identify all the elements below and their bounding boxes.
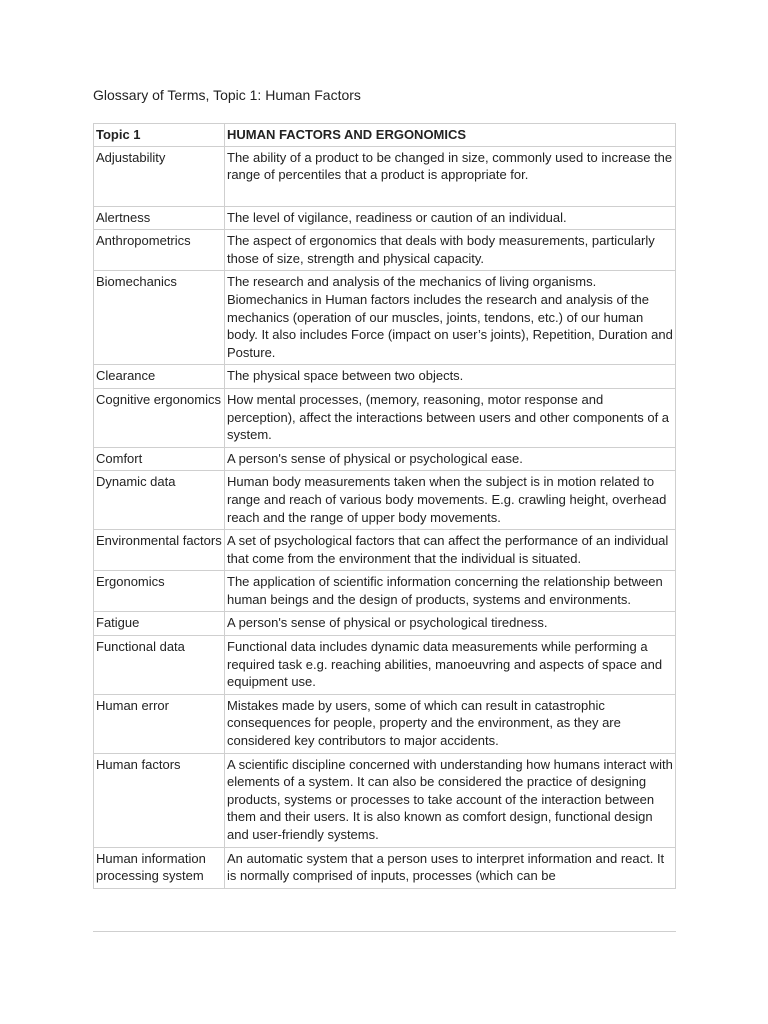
page-bottom-clip <box>0 932 768 1024</box>
table-row <box>94 146 676 206</box>
term-cell: Functional data <box>94 636 225 695</box>
table-row <box>94 753 676 847</box>
table-row <box>94 636 676 695</box>
term-cell: Ergonomics <box>94 571 225 612</box>
term-cell: Alertness <box>94 206 225 230</box>
term-cell: Human information processing system <box>94 847 225 888</box>
term-cell: Biomechanics <box>94 271 225 365</box>
term-cell: Environmental factors <box>94 530 225 571</box>
table-header-row <box>94 124 676 147</box>
table-row <box>94 847 676 888</box>
definition-cell: The aspect of ergonomics that deals with body measurements, particularly those of size, strength and physical capacity. <box>225 230 676 271</box>
table-row <box>94 365 676 389</box>
table-row <box>94 571 676 612</box>
definition-cell: A person's sense of physical or psychological ease. <box>225 447 676 471</box>
glossary-table <box>93 123 676 889</box>
definition-cell: An automatic system that a person uses to interpret information and react. It is normally comprised of inputs, processes (which can be <box>225 847 676 888</box>
term-cell: Adjustability <box>94 146 225 206</box>
document-title: Glossary of Terms, Topic 1: Human Factors <box>93 87 361 103</box>
term-cell: Comfort <box>94 447 225 471</box>
definition-cell: Human body measurements taken when the subject is in motion related to range and reach of various body movements. E.g. crawling height, overhead reach and the range of upper body movements. <box>225 471 676 530</box>
term-cell: Clearance <box>94 365 225 389</box>
term-cell: Cognitive ergonomics <box>94 388 225 447</box>
definition-cell: How mental processes, (memory, reasoning, motor response and perception), affect the interactions between users and other components of a system. <box>225 388 676 447</box>
table-row <box>94 471 676 530</box>
header-definition-cell: HUMAN FACTORS AND ERGONOMICS <box>225 124 676 147</box>
definition-cell: The ability of a product to be changed in size, commonly used to increase the range of percentiles that a product is appropriate for. <box>225 146 676 206</box>
table-row <box>94 206 676 230</box>
term-cell: Dynamic data <box>94 471 225 530</box>
definition-cell: The level of vigilance, readiness or caution of an individual. <box>225 206 676 230</box>
term-cell: Fatigue <box>94 612 225 636</box>
definition-cell: The physical space between two objects. <box>225 365 676 389</box>
table-row <box>94 271 676 365</box>
definition-cell: A person's sense of physical or psychological tiredness. <box>225 612 676 636</box>
table-row <box>94 447 676 471</box>
table-row <box>94 612 676 636</box>
definition-cell: The research and analysis of the mechanics of living organisms. Biomechanics in Human factors includes the research and analysis of the mechanics (operation of our muscles, joints, tendons, etc.) of our human body. It also includes Force (impact on user’s joints), Repetition, Duration and Posture. <box>225 271 676 365</box>
definition-cell: A scientific discipline concerned with understanding how humans interact with elements of a system. It can also be considered the practice of designing products, systems or processes to take account of the interaction between them and their users. It is also known as comfort design, functional design and user-friendly systems. <box>225 753 676 847</box>
table-row <box>94 388 676 447</box>
definition-cell: A set of psychological factors that can affect the performance of an individual that come from the environment that the individual is situated. <box>225 530 676 571</box>
definition-cell: Mistakes made by users, some of which can result in catastrophic consequences for people, property and the environment, as they are considered key contributors to major accidents. <box>225 694 676 753</box>
term-cell: Anthropometrics <box>94 230 225 271</box>
term-cell: Human error <box>94 694 225 753</box>
table-row <box>94 230 676 271</box>
table-row <box>94 694 676 753</box>
table-row <box>94 530 676 571</box>
table-bottom-border <box>93 931 676 932</box>
term-cell: Human factors <box>94 753 225 847</box>
definition-cell: The application of scientific information concerning the relationship between human beings and the design of products, systems and environments. <box>225 571 676 612</box>
header-term-cell: Topic 1 <box>94 124 225 147</box>
definition-cell: Functional data includes dynamic data measurements while performing a required task e.g. reaching abilities, manoeuvring and aspects of space and equipment use. <box>225 636 676 695</box>
